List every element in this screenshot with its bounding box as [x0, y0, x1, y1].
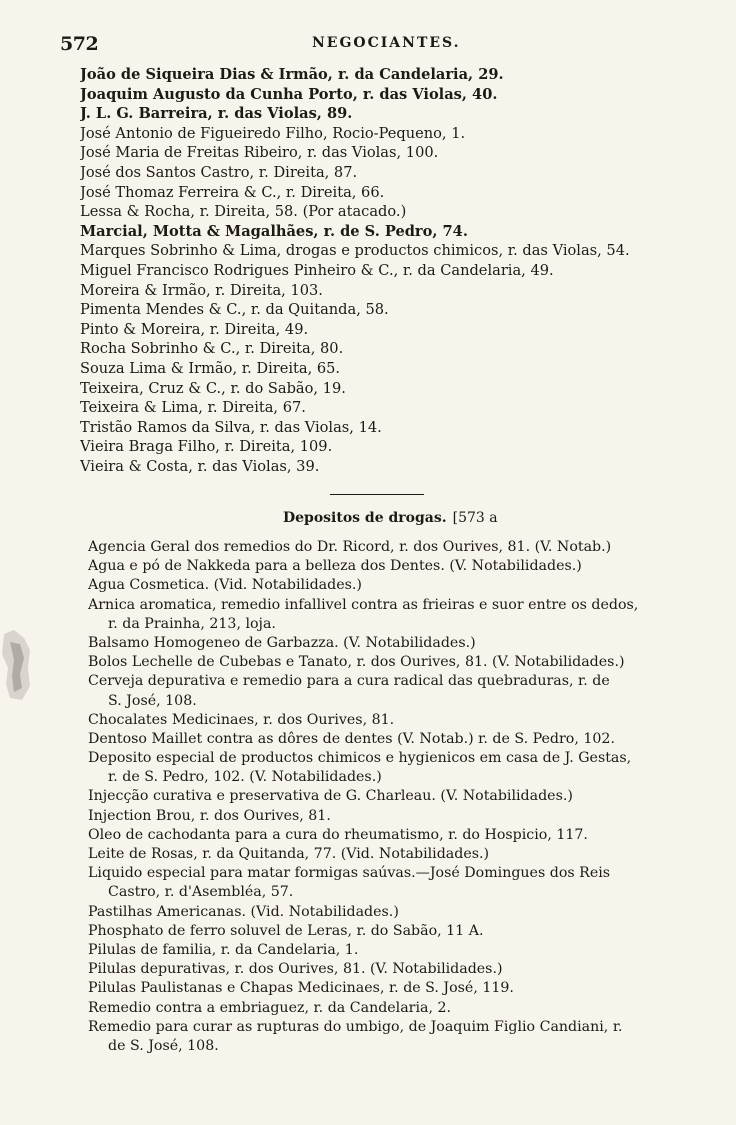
- merchant-entry: Souza Lima & Irmão, r. Direita, 65.: [80, 359, 341, 377]
- deposit-entry-line: Pilulas de familia, r. da Candelaria, 1.: [88, 941, 359, 958]
- merchant-entry: Pimenta Mendes & C., r. da Quitanda, 58.: [80, 301, 389, 319]
- deposit-entry-line: Injection Brou, r. dos Ourives, 81.: [88, 807, 331, 824]
- margin-blemish: [0, 628, 32, 704]
- deposit-entry: [88, 634, 718, 653]
- deposit-entry: [88, 979, 718, 998]
- deposit-entry-continuation: de S. José, 108.: [108, 1037, 219, 1054]
- deposit-entry: [88, 576, 718, 595]
- deposit-entry-line: Pilulas Paulistanas e Chapas Medicinaes, r. de S. José, 119.: [88, 980, 514, 997]
- merchant-entry: Marcial, Motta & Magalhães, r. de S. Pedro, 74.: [80, 222, 468, 240]
- deposit-entry-continuation: r. de S. Pedro, 102. (V. Notabilidades.): [108, 769, 382, 786]
- deposit-entry: [88, 999, 718, 1018]
- deposit-entry: [88, 749, 718, 787]
- merchant-entry: Lessa & Rocha, r. Direita, 58. (Por atacado.): [80, 203, 407, 221]
- page-reference: [573 a: [452, 510, 498, 526]
- deposit-entry: [88, 845, 718, 864]
- deposit-entry: [88, 864, 718, 902]
- deposit-entry: [88, 672, 718, 710]
- deposit-entry-line: Balsamo Homogeneo de Garbazza. (V. Notabilidades.): [88, 634, 476, 651]
- merchant-entry: José dos Santos Castro, r. Direita, 87.: [80, 163, 358, 181]
- merchant-entry: José Antonio de Figueiredo Filho, Rocio-Pequeno, 1.: [80, 124, 466, 142]
- deposit-entry-line: Agua Cosmetica. (Vid. Notabilidades.): [88, 577, 362, 594]
- deposit-entry-line: Dentoso Maillet contra as dôres de dentes (V. Notab.) r. de S. Pedro, 102.: [88, 730, 615, 747]
- deposit-entry-line: Oleo de cachodanta para a cura do rheumatismo, r. do Hospicio, 117.: [88, 826, 588, 843]
- deposit-entry: [88, 538, 718, 557]
- merchant-entry: José Maria de Freitas Ribeiro, r. das Violas, 100.: [80, 144, 439, 162]
- deposit-entry: [88, 903, 718, 922]
- deposit-entry-continuation: Castro, r. d'Asembléa, 57.: [108, 884, 294, 901]
- deposit-entry: [88, 557, 718, 576]
- deposit-entry: [88, 596, 718, 634]
- section-heading: [283, 510, 498, 526]
- deposit-entry: [88, 807, 718, 826]
- deposit-entry-line: Bolos Lechelle de Cubebas e Tanato, r. dos Ourives, 81. (V. Notabilidades.): [88, 654, 625, 671]
- deposit-entry-line: Pastilhas Americanas. (Vid. Notabilidades.): [88, 903, 399, 920]
- page-header: [60, 33, 500, 57]
- deposit-entry-line: Pilulas depurativas, r. dos Ourives, 81. (V. Notabilidades.): [88, 961, 503, 978]
- merchant-list: [80, 65, 720, 476]
- deposit-entry-line: Injecção curativa e preservativa de G. Charleau. (V. Notabilidades.): [88, 788, 573, 805]
- deposit-entry-line: Liquido especial para matar formigas saúvas.—José Domingues dos Reis: [88, 865, 611, 882]
- deposit-entry-line: Arnica aromatica, remedio infallivel contra as frieiras e suor entre os dedos,: [88, 596, 639, 613]
- drug-deposit-list: [88, 538, 718, 1056]
- merchant-entry: Pinto & Moreira, r. Direita, 49.: [80, 320, 309, 338]
- deposit-entry-line: Remedio contra a embriaguez, r. da Candelaria, 2.: [88, 999, 452, 1016]
- deposit-entry: [88, 787, 718, 806]
- merchant-entry: Teixeira & Lima, r. Direita, 67.: [80, 399, 306, 417]
- deposit-entry: [88, 653, 718, 672]
- deposit-entry-line: Agencia Geral dos remedios do Dr. Ricord, r. dos Ourives, 81. (V. Notab.): [88, 539, 612, 555]
- merchant-entry: Tristão Ramos da Silva, r. das Violas, 14.: [80, 418, 382, 436]
- merchant-entry: J. L. G. Barreira, r. das Violas, 89.: [80, 105, 353, 123]
- deposit-entry: [88, 826, 718, 845]
- deposit-entry: [88, 960, 718, 979]
- deposit-entry: [88, 730, 718, 749]
- merchant-entry: Marques Sobrinho & Lima, drogas e productos chimicos, r. das Violas, 54.: [80, 242, 630, 260]
- deposit-entry-line: Cerveja depurativa e remedio para a cura radical das quebraduras, r. de: [88, 673, 610, 690]
- deposit-entry: [88, 1018, 718, 1056]
- deposit-entry-line: Chocalates Medicinaes, r. dos Ourives, 81.: [88, 711, 395, 728]
- section-heading-title: Depositos de drogas.: [283, 510, 447, 526]
- running-head: NEGOCIANTES.: [312, 35, 461, 51]
- deposit-entry-line: Deposito especial de productos chimicos e hygienicos em casa de J. Gestas,: [88, 750, 632, 767]
- section-divider: [330, 494, 424, 495]
- merchant-entry: Joaquim Augusto da Cunha Porto, r. das Violas, 40.: [80, 85, 498, 103]
- deposit-entry-line: Leite de Rosas, r. da Quitanda, 77. (Vid. Notabilidades.): [88, 846, 490, 862]
- deposit-entry-line: Remedio para curar as rupturas do umbigo, de Joaquim Figlio Candiani, r.: [88, 1018, 623, 1035]
- deposit-entry: [88, 711, 718, 730]
- merchant-entry: Rocha Sobrinho & C., r. Direita, 80.: [80, 340, 344, 358]
- merchant-entry: Moreira & Irmão, r. Direita, 103.: [80, 281, 323, 299]
- deposit-entry-line: Phosphato de ferro soluvel de Leras, r. do Sabão, 11 A.: [88, 922, 484, 939]
- deposit-entry-continuation: S. José, 108.: [108, 692, 197, 709]
- merchant-entry: João de Siqueira Dias & Irmão, r. da Candelaria, 29.: [80, 66, 504, 83]
- merchant-entry: Miguel Francisco Rodrigues Pinheiro & C., r. da Candelaria, 49.: [80, 261, 554, 279]
- merchant-entry: José Thomaz Ferreira & C., r. Direita, 66.: [80, 183, 385, 201]
- merchant-entry: Vieira Braga Filho, r. Direita, 109.: [80, 438, 333, 456]
- deposit-entry: [88, 941, 718, 960]
- deposit-entry-line: Agua e pó de Nakkeda para a belleza dos Dentes. (V. Notabilidades.): [88, 558, 582, 575]
- merchant-entry: Teixeira, Cruz & C., r. do Sabão, 19.: [80, 379, 346, 397]
- merchant-entry: Vieira & Costa, r. das Violas, 39.: [80, 457, 320, 475]
- page-number: 572: [60, 33, 99, 55]
- deposit-entry: [88, 922, 718, 941]
- deposit-entry-continuation: r. da Prainha, 213, loja.: [108, 615, 276, 632]
